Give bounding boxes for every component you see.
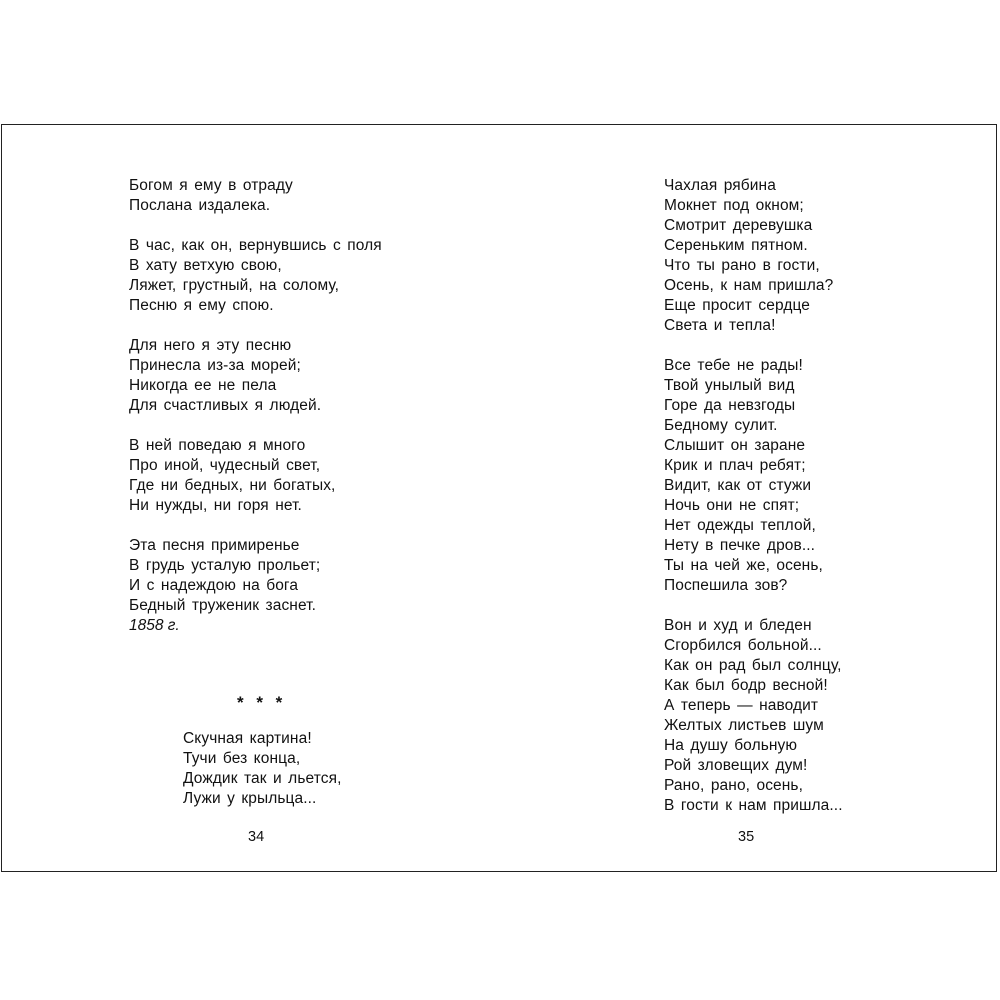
poem-line: Все тебе не рады!: [664, 357, 803, 374]
poem-line: Никогда ее не пела: [129, 377, 277, 394]
stanza: [664, 356, 843, 596]
poem-line: Чахлая рябина: [664, 177, 776, 194]
poem-line: Вон и худ и бледен: [664, 617, 812, 634]
stanza: [129, 176, 382, 216]
poem-line: Дождик так и льется,: [183, 770, 342, 787]
poem-line: Горе да невзгоды: [664, 397, 796, 414]
poem-line: Послана издалека.: [129, 197, 271, 214]
poem-line: Слышит он заране: [664, 437, 806, 454]
poem-line: В хату ветхую свою,: [129, 257, 282, 274]
poem-line: На душу больную: [664, 737, 798, 754]
poem-line: Бедному сулит.: [664, 417, 778, 434]
left-page: [2, 125, 500, 871]
poem-line: Ни нужды, ни горя нет.: [129, 497, 302, 514]
right-page: [500, 125, 996, 871]
stanza: [129, 236, 382, 316]
poem-line: Принесла из-за морей;: [129, 357, 301, 374]
poem-line: Как он рад был солнцу,: [664, 657, 842, 674]
poem-line: Песню я ему спою.: [129, 297, 274, 314]
stanza: [664, 616, 843, 816]
poem-line: Осень, к нам пришла?: [664, 277, 834, 294]
poem-line: Нет одежды теплой,: [664, 517, 816, 534]
poem-line: Желтых листьев шум: [664, 717, 824, 734]
poem-line: Лужи у крыльца...: [183, 790, 317, 807]
poem-line: Видит, как от стужи: [664, 477, 812, 494]
poem-line: Нету в печке дров...: [664, 537, 816, 554]
poem-line: И с надеждою на бога: [129, 577, 299, 594]
stanza: [129, 536, 382, 616]
poem-line: Бедный труженик заснет.: [129, 597, 317, 614]
poem-line: Богом я ему в отраду: [129, 177, 293, 194]
poem-line: Как был бодр весной!: [664, 677, 828, 694]
poem-line: Крик и плач ребят;: [664, 457, 806, 474]
page-number-left: 34: [248, 829, 265, 845]
poem-line: Что ты рано в гости,: [664, 257, 820, 274]
poem-line: Ночь они не спят;: [664, 497, 800, 514]
section-separator: * * *: [237, 693, 287, 712]
stanza: [129, 436, 382, 516]
poem-line: Смотрит деревушка: [664, 217, 813, 234]
poem-line: Для него я эту песню: [129, 337, 292, 354]
poem-line: А теперь — наводит: [664, 697, 819, 714]
poem-line: Скучная картина!: [183, 730, 312, 747]
poem-line: Рой зловещих дум!: [664, 757, 808, 774]
poem-line: Ляжет, грустный, на солому,: [129, 277, 340, 294]
poem-line: Твой унылый вид: [664, 377, 795, 394]
book-spread: [1, 124, 997, 872]
right-poem: [664, 176, 843, 836]
poem-line: Тучи без конца,: [183, 750, 301, 767]
poem-line: Мокнет под окном;: [664, 197, 804, 214]
poem-line: Поспешила зов?: [664, 577, 788, 594]
poem-line: Эта песня примиренье: [129, 537, 300, 554]
poem-date: 1858 г.: [129, 617, 180, 634]
second-poem-start: [183, 729, 341, 809]
page-number-right: 35: [738, 829, 755, 845]
poem-line: В час, как он, вернувшись с поля: [129, 237, 382, 254]
poem-line: Ты на чей же, осень,: [664, 557, 823, 574]
poem-line: В гости к нам пришла...: [664, 797, 843, 814]
stanza: [664, 176, 843, 336]
stanza: [129, 336, 382, 416]
poem-line: Сереньким пятном.: [664, 237, 808, 254]
poem-line: Для счастливых я людей.: [129, 397, 322, 414]
left-poem: [129, 176, 382, 636]
poem-line: Про иной, чудесный свет,: [129, 457, 321, 474]
poem-line: Еще просит сердце: [664, 297, 810, 314]
poem-line: Сгорбился больной...: [664, 637, 822, 654]
poem-line: В ней поведаю я много: [129, 437, 306, 454]
poem-line: В грудь усталую прольет;: [129, 557, 321, 574]
poem-line: Рано, рано, осень,: [664, 777, 804, 794]
poem-line: Света и тепла!: [664, 317, 776, 334]
poem-line: Где ни бедных, ни богатых,: [129, 477, 336, 494]
